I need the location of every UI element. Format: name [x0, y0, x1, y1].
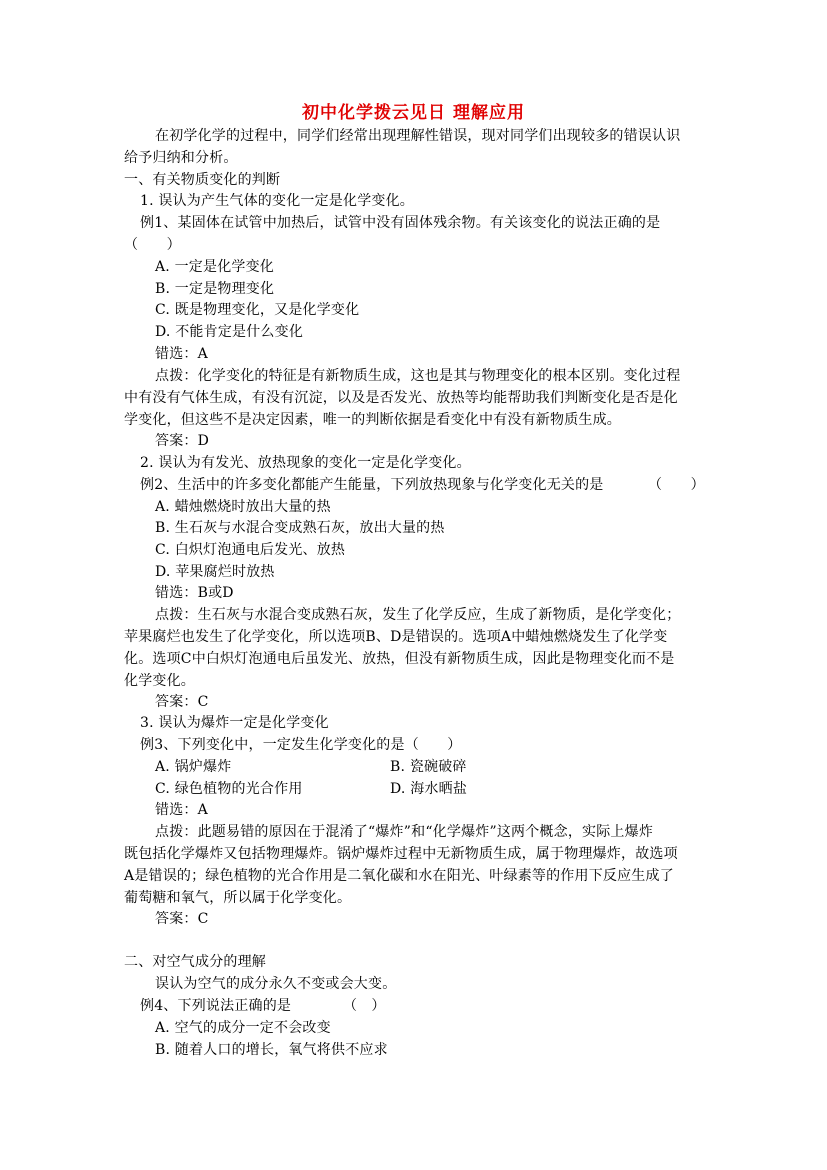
tip-line: 化学变化。 [124, 673, 195, 689]
answer-paren: （ ） [343, 998, 386, 1014]
section-heading: 二、对空气成分的理解 [124, 954, 266, 970]
option: C. 绿色植物的光合作用 [155, 781, 303, 797]
answer-paren: （ ） [648, 477, 705, 493]
section-heading: 一、有关物质变化的判断 [124, 172, 281, 188]
option: A. 锅炉爆炸 [155, 759, 232, 775]
tip-line: 既包括化学爆炸又包括物理爆炸。锅炉爆炸过程中无新物质生成，属于物理爆炸，故选项 [124, 846, 678, 862]
example-question: 例4、下列说法正确的是 [140, 998, 292, 1014]
answer: 答案：D [155, 433, 210, 449]
option: B. 生石灰与水混合变成熟石灰，放出大量的热 [155, 520, 445, 536]
option: A. 空气的成分一定不会改变 [155, 1020, 331, 1036]
tip-line: 苹果腐烂也发生了化学变化，所以选项B、D是错误的。选项A中蜡烛燃烧发生了化学变 [124, 629, 668, 645]
option: D. 海水晒盐 [390, 781, 468, 797]
example-question: 例2、生活中的许多变化都能产生能量，下列放热现象与化学变化无关的是 [140, 477, 604, 493]
misconception: 2. 误认为有发光、放热现象的变化一定是化学变化。 [140, 455, 471, 471]
tip-line: 点拨：此题易错的原因在于混淆了“爆炸”和“化学爆炸”这两个概念，实际上爆炸 [155, 824, 654, 840]
option: B. 一定是物理变化 [155, 281, 275, 297]
example-question: 例3、下列变化中，一定发生化学变化的是（ ） [140, 737, 462, 753]
option: D. 不能肯定是什么变化 [155, 324, 304, 340]
wrong-choice: 错选：B或D [155, 585, 234, 601]
answer: 答案：C [155, 911, 209, 927]
tip-line: 化。选项C中白炽灯泡通电后虽发光、放热，但没有新物质生成，因此是物理变化而不是 [124, 651, 675, 667]
option: A. 蜡烛燃烧时放出大量的热 [155, 499, 331, 515]
option: B. 瓷碗破碎 [390, 759, 467, 775]
misconception: 误认为空气的成分永久不变或会大变。 [155, 976, 397, 992]
intro-line: 在初学化学的过程中，同学们经常出现理解性错误，现对同学们出现较多的错误认识 [155, 128, 681, 144]
misconception: 1. 误认为产生气体的变化一定是化学变化。 [140, 193, 415, 209]
tip-line: A是错误的；绿色植物的光合作用是二氧化碳和水在阳光、叶绿素等的作用下反应生成了 [124, 868, 674, 884]
tip-line: 点拨：生石灰与水混合变成熟石灰，发生了化学反应，生成了新物质，是化学变化； [155, 607, 681, 623]
document-title: 初中化学拨云见日 理解应用 [302, 103, 525, 123]
option: D. 苹果腐烂时放热 [155, 564, 275, 580]
tip-line: 中有没有气体生成，有没有沉淀，以及是否发光、放热等均能帮助我们判断变化是否是化 [124, 390, 678, 406]
option: C. 白炽灯泡通电后发光、放热 [155, 542, 346, 558]
option: A. 一定是化学变化 [155, 259, 275, 275]
option: B. 随着人口的增长，氧气将供不应求 [155, 1042, 388, 1058]
wrong-choice: 错选：A [155, 346, 208, 362]
answer-paren: （ ） [124, 237, 181, 253]
wrong-choice: 错选：A [155, 802, 208, 818]
tip-line: 学变化，但这些不是决定因素，唯一的判断依据是看变化中有没有新物质生成。 [124, 412, 621, 428]
tip-line: 点拨：化学变化的特征是有新物质生成，这也是其与物理变化的根本区别。变化过程 [155, 368, 681, 384]
option: C. 既是物理变化，又是化学变化 [155, 302, 360, 318]
tip-line: 葡萄糖和氧气，所以属于化学变化。 [124, 890, 352, 906]
answer: 答案：C [155, 694, 209, 710]
intro-line: 给予归纳和分析。 [124, 150, 238, 166]
misconception: 3. 误认为爆炸一定是化学变化 [140, 715, 329, 731]
example-question: 例1、某固体在试管中加热后，试管中没有固体残余物。有关该变化的说法正确的是 [140, 215, 661, 231]
